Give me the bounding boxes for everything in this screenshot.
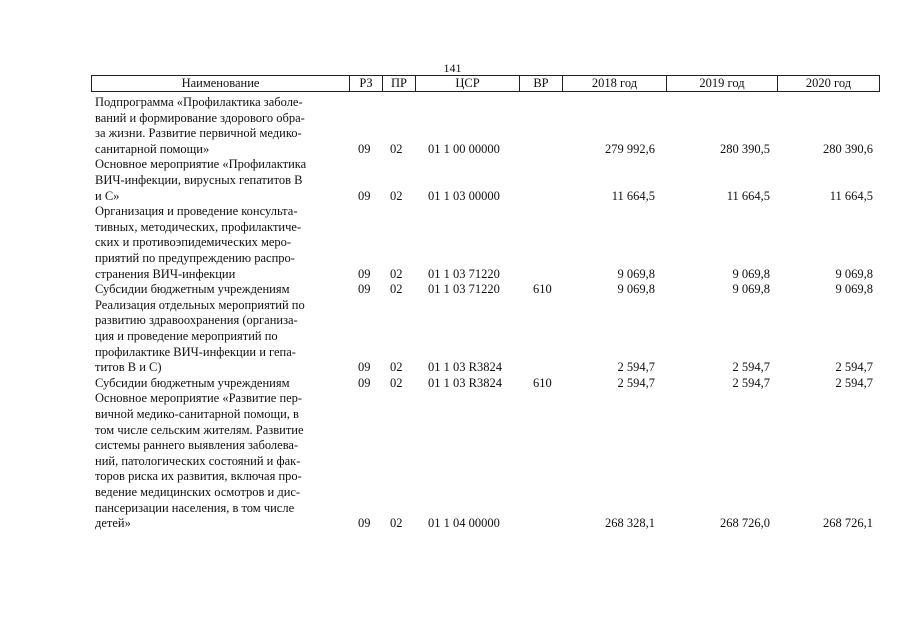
header-pr: ПР [382, 76, 415, 91]
table-row [0, 376, 905, 392]
table-row [0, 282, 905, 298]
row-name-line: за жизни. Развитие первичной медико- [95, 126, 302, 141]
row-name-line: Организация и проведение консульта- [95, 204, 298, 219]
row-name-line: тивных, методических, профилактиче- [95, 219, 302, 234]
row-value-2019: 2 594,7 [732, 360, 770, 375]
header-2019: 2019 год [666, 76, 777, 91]
row-value-2018: 279 992,6 [605, 141, 655, 156]
row-name [95, 204, 348, 282]
row-name-line: ВИЧ-инфекции, вирусных гепатитов В [95, 172, 303, 187]
row-value-2019: 9 069,8 [732, 282, 770, 297]
row-name-line: ваний и формирование здорового обра- [95, 110, 305, 125]
row-name-line: пансеризации населения, в том числе [95, 500, 295, 515]
row-value-2020: 2 594,7 [835, 360, 873, 375]
table-row [0, 157, 905, 204]
row-name [95, 282, 348, 298]
header-rz: РЗ [349, 76, 382, 91]
row-rz: 09 [358, 141, 371, 156]
row-value-2018: 268 328,1 [605, 516, 655, 531]
row-pr: 02 [390, 141, 403, 156]
table-row [0, 298, 905, 376]
row-name-line: том числе сельским жителям. Развитие [95, 422, 304, 437]
row-value-2020: 268 726,1 [823, 516, 873, 531]
row-pr: 02 [390, 188, 403, 203]
row-value-2020: 11 664,5 [829, 188, 873, 203]
row-vr: 610 [533, 375, 552, 390]
row-name-line: развитию здравоохранения (организа- [95, 313, 298, 328]
row-name-line: Основное мероприятие «Профилактика [95, 157, 307, 172]
row-csr: 01 1 03 R3824 [428, 375, 502, 390]
row-value-2019: 2 594,7 [732, 375, 770, 390]
row-csr: 01 1 00 00000 [428, 141, 500, 156]
row-name-line: Основное мероприятие «Развитие пер- [95, 391, 303, 406]
row-value-2019: 280 390,5 [720, 141, 770, 156]
row-value-2019: 11 664,5 [726, 188, 770, 203]
row-value-2018: 9 069,8 [617, 282, 655, 297]
row-rz: 09 [358, 266, 371, 281]
row-name-line: торов риска их развития, включая про- [95, 469, 302, 484]
row-name-line: титов В и С) [95, 360, 162, 375]
row-rz: 09 [358, 360, 371, 375]
row-rz: 09 [358, 375, 371, 390]
row-name-line: странения ВИЧ-инфекции [95, 266, 236, 281]
row-name-line: Субсидии бюджетным учреждениям [95, 375, 290, 390]
row-name-line: и С» [95, 188, 120, 203]
row-name-line: системы раннего выявления заболева- [95, 438, 299, 453]
row-name-line: детей» [95, 516, 131, 531]
row-name-line: ских и противоэпидемических меро- [95, 235, 292, 250]
row-value-2018: 9 069,8 [617, 266, 655, 281]
row-rz: 09 [358, 188, 371, 203]
row-vr: 610 [533, 282, 552, 297]
header-csr: ЦСР [415, 76, 519, 91]
row-pr: 02 [390, 282, 403, 297]
row-name [95, 376, 348, 392]
row-value-2020: 9 069,8 [835, 282, 873, 297]
row-name [95, 298, 348, 376]
row-name [95, 391, 348, 531]
row-pr: 02 [390, 266, 403, 281]
header-name: Наименование [181, 76, 260, 90]
row-csr: 01 1 03 71220 [428, 266, 500, 281]
row-csr: 01 1 03 71220 [428, 282, 500, 297]
table-header [91, 75, 880, 92]
row-value-2019: 9 069,8 [732, 266, 770, 281]
row-csr: 01 1 04 00000 [428, 516, 500, 531]
header-vr: ВР [519, 76, 562, 91]
row-rz: 09 [358, 282, 371, 297]
row-name-line: приятий по предупреждению распро- [95, 250, 295, 265]
row-name-line: вичной медико-санитарной помощи, в [95, 406, 299, 421]
row-csr: 01 1 03 00000 [428, 188, 500, 203]
row-rz: 09 [358, 516, 371, 531]
row-value-2020: 2 594,7 [835, 375, 873, 390]
row-name [95, 157, 348, 204]
header-2020: 2020 год [777, 76, 879, 91]
row-name-line: ция и проведение мероприятий по [95, 328, 278, 343]
row-name-line: Реализация отдельных мероприятий по [95, 297, 305, 312]
table-row [0, 204, 905, 282]
row-name-line: ведение медицинских осмотров и дис- [95, 484, 301, 499]
row-name-line: профилактике ВИЧ-инфекции и гепа- [95, 344, 296, 359]
page-number: 141 [443, 61, 462, 75]
row-value-2018: 11 664,5 [611, 188, 655, 203]
row-value-2019: 268 726,0 [720, 516, 770, 531]
table-row [0, 95, 905, 157]
row-value-2018: 2 594,7 [617, 360, 655, 375]
row-value-2020: 280 390,6 [823, 141, 873, 156]
row-name-line: Подпрограмма «Профилактика заболе- [95, 95, 303, 109]
row-name-line: санитарной помощи» [95, 141, 210, 156]
row-pr: 02 [390, 516, 403, 531]
row-pr: 02 [390, 375, 403, 390]
row-name-line: ний, патологических состояний и фак- [95, 453, 301, 468]
row-csr: 01 1 03 R3824 [428, 360, 502, 375]
row-value-2018: 2 594,7 [617, 375, 655, 390]
row-name [95, 95, 348, 157]
header-2018: 2018 год [562, 76, 666, 91]
row-name-line: Субсидии бюджетным учреждениям [95, 282, 290, 297]
table-row [0, 391, 905, 531]
row-pr: 02 [390, 360, 403, 375]
row-value-2020: 9 069,8 [835, 266, 873, 281]
